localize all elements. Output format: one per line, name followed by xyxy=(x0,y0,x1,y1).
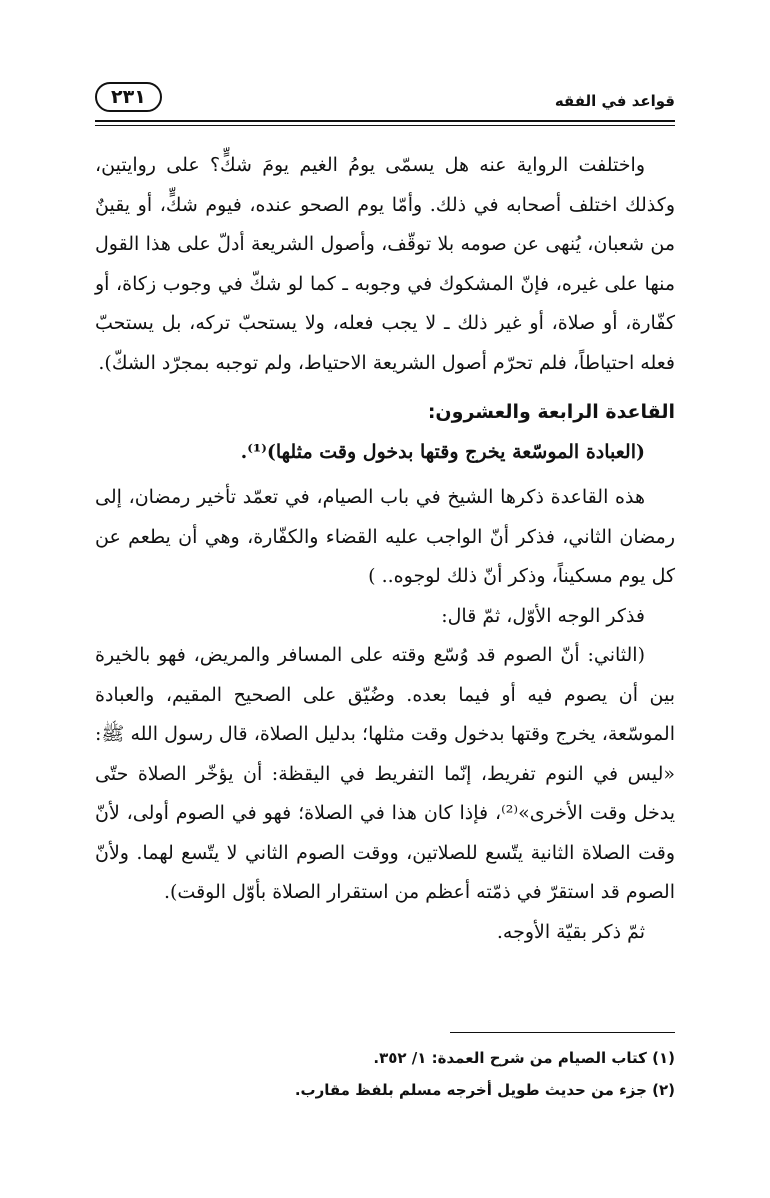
main-text xyxy=(95,146,675,952)
paragraph-5: ثمّ ذكر بقيّة الأوجه. xyxy=(496,920,645,943)
rule-statement: (العبادة الموسّعة يخرج وقتها بدخول وقت مثلها)⁽¹⁾. xyxy=(240,440,645,463)
running-title: قواعد في الفقه xyxy=(554,92,675,110)
page-header xyxy=(95,78,675,116)
header-rule xyxy=(95,120,675,122)
footnote-2: (٢) جزء من حديث طويل أخرجه مسلم بلفظ مقارب. xyxy=(294,1081,675,1099)
paragraph-3: فذكر الوجه الأوّل، ثمّ قال: xyxy=(441,604,645,627)
footnote-1: (١) كتاب الصيام من شرح العمدة: ١/ ٣٥٢. xyxy=(373,1049,675,1067)
footnote-rule xyxy=(450,1032,675,1033)
paragraph-4: (الثاني: أنّ الصوم قد وُسّع وقته على المسافر والمريض، فهو بالخيرة بين أن يصوم فيه أو فيما بعده. وضُيّق على الصحيح المقيم، والعبادة الموسّعة، يخرج وقتها بدخول وقت مثلها؛ بدليل الصلاة، قال رسول الله ﷺ: «ليس في النوم تفريط، إنّما التفريط في اليقظة: أن يؤخّر الصلاة حتّى يدخل وقت الأخرى»⁽²⁾، فإذا كان هذا في الصلاة؛ فهو في الصوم أولى، لأنّ وقت الصلاة الثانية يتّسع للصلاتين، ووقت الصوم الثاني لا يتّسع لهما. ولأنّ الصوم قد استقرّ في ذمّته أعظم من استقرار الصلاة بأوّل الوقت). xyxy=(95,644,676,903)
paragraph-2: هذه القاعدة ذكرها الشيخ في باب الصيام، في تعمّد تأخير رمضان، إلى رمضان الثاني، فذكر أنّ الواجب عليه القضاء والكفّارة، وهي أن يطعم عن كل يوم مسكيناً، وذكر أنّ ذلك لوجوه.. ) xyxy=(95,486,675,587)
page-number: ٢٣١ xyxy=(95,82,162,112)
paragraph-1: واختلفت الرواية عنه هل يسمّى يومُ الغيم يومَ شكٍّ؟ على روايتين، وكذلك اختلف أصحابه في ذلك. وأمّا يوم الصحو عنده، فيوم شكٍّ، أو يقينٌ من شعبان، يُنهى عن صومه بلا توقّف، وأصول الشريعة أدلّ على هذا القول منها على غيره، فإنّ المشكوك في وجوبه ـ كما لو شكّ في وجوب زكاة، أو كفّارة، أو صلاة، أو غير ذلك ـ لا يجب فعله، ولا يستحبّ تركه، بل يستحبّ فعله احتياطاً، فلم تحرّم أصول الشريعة الاحتياط، ولم توجبه بمجرّد الشكّ). xyxy=(95,154,675,374)
footnotes xyxy=(95,1042,675,1106)
section-heading: القاعدة الرابعة والعشرون: xyxy=(427,401,675,423)
header-rule-thin xyxy=(95,125,675,126)
